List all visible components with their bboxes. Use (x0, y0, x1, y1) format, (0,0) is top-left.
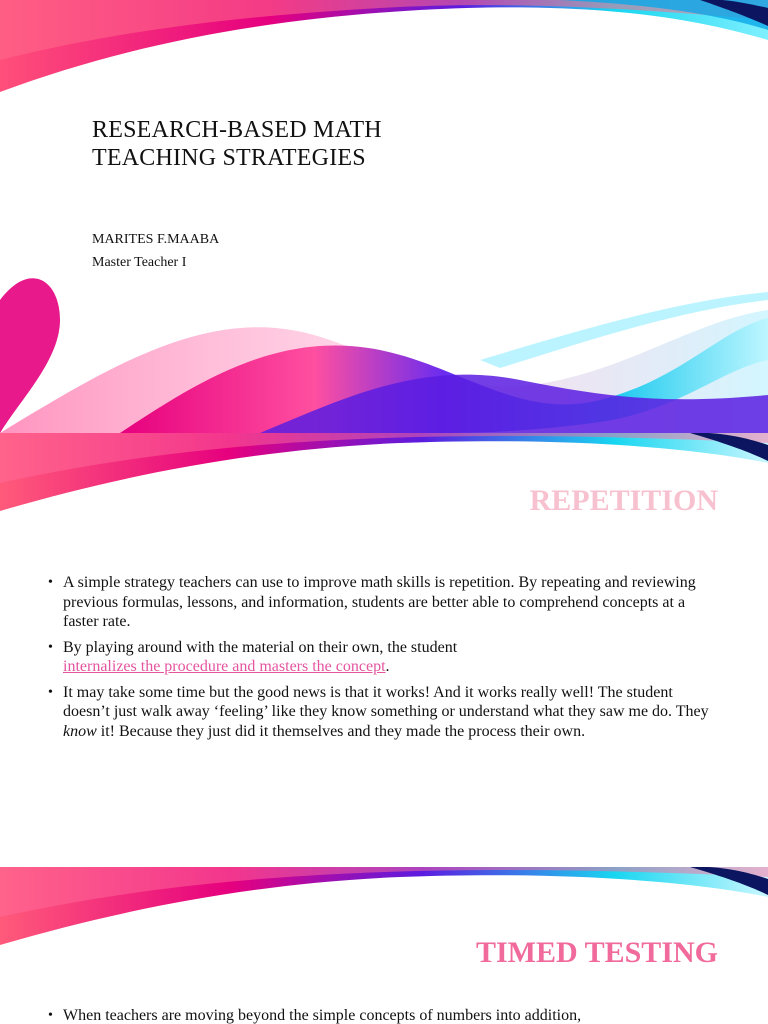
timed-testing-bullet-list (48, 1006, 716, 1024)
list-item (48, 1006, 716, 1024)
repetition-slide (0, 433, 768, 867)
bullet-text: It may take some time but the good news is that it works! And it works really well! The student doesn’t just walk away ‘feeling’ like they know something or understand what they saw me do. They (63, 683, 709, 720)
title-slide (0, 0, 768, 433)
list-item (48, 638, 716, 677)
timed-testing-slide (0, 867, 768, 1024)
bullet-text: By playing around with the material on their own, the student (63, 638, 458, 656)
internalizes-link[interactable]: internalizes the procedure and masters the concept (63, 658, 386, 675)
wave-decoration-top (0, 0, 768, 433)
bullet-period: . (385, 658, 390, 675)
bullet-text: When teachers are moving beyond the simple concepts of numbers into addition, (63, 1007, 582, 1024)
list-item (48, 683, 716, 742)
emphasis-word: know (63, 722, 97, 740)
author-role: Master Teacher I (92, 255, 187, 270)
author-name: MARITES F.MAABA (92, 232, 220, 247)
presentation-title: RESEARCH-BASED MATH TEACHING STRATEGIES (92, 117, 382, 171)
bullet-text: A simple strategy teachers can use to improve math skills is repetition. By repeating and reviewing previous formulas, lessons, and information, students are better able to comprehend concepts at a faster rate. (63, 574, 696, 630)
timed-testing-heading: TIMED TESTING (475, 936, 718, 969)
repetition-heading: REPETITION (529, 484, 718, 517)
repetition-bullet-list (48, 573, 716, 747)
list-item (48, 573, 716, 632)
bullet-text-continued: it! Because they just did it themselves and they made the process their own. (100, 722, 586, 740)
